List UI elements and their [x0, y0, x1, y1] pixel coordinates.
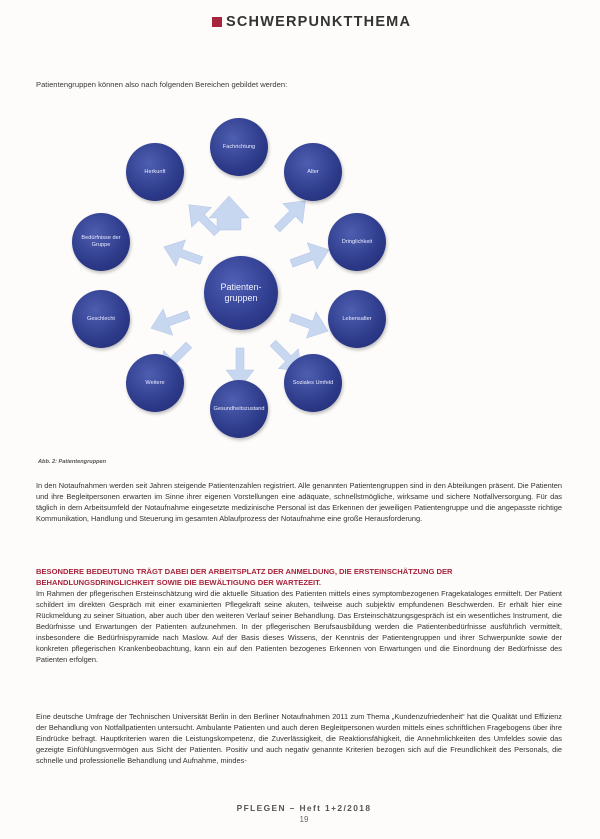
page-number: 19: [299, 815, 309, 824]
section-header: [212, 14, 411, 30]
body-paragraph: Eine deutsche Umfrage der Technischen Universität Berlin in den Berliner Notaufnahmen 2011 zum Thema „Kundenzufriedenheit“ hat die Qualität und Effizienz der Behandlung von Notfallpatienten untersucht. Ambulante Patienten und auch deren Begleitpersonen wurden mittels eines schriftlichen Fragebogens über ihre Eindrücke befragt. Hauptkriterien waren die Leistungskompetenz, die Zuverlässigkeit, die Reaktionsfähigkeit, die Annehmlichkeiten des Umfeldes sowie das gezeigte Einfühlungsvermögen aus Sicht der Patienten. Positiv und auch negativ genannte Kriterien bezogen sich auf die Freundlichkeit des Personals, die schnelle und professionelle Behandlung und Aufnahme, mindes-: [36, 712, 562, 765]
arrow-right-upper-icon: [287, 237, 334, 277]
header-square-icon: [212, 17, 222, 27]
diagram-node: Lebensalter: [328, 290, 386, 348]
intro-text: Patientengruppen können also nach folgenden Bereichen gebildet werden:: [36, 80, 288, 89]
diagram-node: Geschlecht: [72, 290, 130, 348]
diagram-node: Herkunft: [126, 143, 184, 201]
body-paragraph: In den Notaufnahmen werden seit Jahren steigende Patientenzahlen registriert. Alle genannten Patientengruppen sind in den Abteilungen präsent. Die Patienten und ihre Begleitpersonen erwarten im Sinne ihrer eigenen Vorstellungen eine adäquate, schnellstmögliche, wirksame und sichere Notfallversorgung. Für das täglich in dem Arbeitsumfeld der Notaufnahme eingesetzte medizinische Personal ist das Erkennen der jeweiligen Patientengruppe und die angepasste richtige Kommunikation, Handlung und Steuerung im gesamten Ablaufprozess der Notaufnahme eine große Herausforderung.: [36, 481, 562, 523]
body-paragraph: Im Rahmen der pflegerischen Ersteinschätzung wird die aktuelle Situation des Patienten mittels eines symptombezogenen Fragekataloges ermittelt. Der Patient schildert im direkten Gespräch mit einer examinierten Pflegekraft seine akuten, teilweise auch subjektiv empfundenen Beschwerden. Er erhält hier eine Rückmeldung zu seiner Situation, aber auch über den weiteren Verlauf seiner Behandlung. Das Ersteinschätzungsgespräch ist ein wesentliches Instrument, die Bedürfnisse und Erwartungen der Patienten aufzunehmen. In der pflegerischen Berufsausbildung werden die Patientenbedürfnisse ausführlich vermittelt, insbesondere die Bedürfnispyramide nach Maslow. Auf der Basis dieses Wissens, der Kenntnis der Patientengruppen und ihrer Schwerpunkte sowie der konkreten pflegerischen Krankenbeobachtung, kann ein auf den Patienten bezogenes Erkennen von Erwartungen und die Einordnung der Bedürfnisse des Patienten erfolgen.: [36, 589, 562, 664]
diagram-node: Fachrichtung: [210, 118, 268, 176]
patient-groups-diagram: [60, 112, 400, 452]
section-title: SCHWERPUNKTTHEMA: [226, 14, 412, 30]
arrow-right-lower-icon: [286, 304, 333, 344]
arrow-left-lower-icon: [146, 301, 193, 341]
diagram-node: Alter: [284, 143, 342, 201]
diagram-node: Weitere: [126, 354, 184, 412]
journal-footer: PFLEGEN – Heft 1+2/2018: [236, 803, 372, 813]
diagram-node: Bedürfnisse der Gruppe: [72, 213, 130, 271]
section-heading: BESONDERE BEDEUTUNG TRÄGT DABEI DER ARBEITSPLATZ DER ANMELDUNG, DIE ERSTEINSCHÄTZUNG DER BEHANDLUNGSDRINGLICHKEIT SOWIE DIE BEWÄLTIGUNG DER WARTEZEIT.: [36, 567, 453, 587]
arrow-left-upper-icon: [159, 234, 206, 274]
diagram-node: Dringlichkeit: [328, 213, 386, 271]
diagram-node: Soziales Umfeld: [284, 354, 342, 412]
figure-caption: Abb. 2: Patientengruppen: [38, 459, 107, 465]
diagram-center-node: Patienten-gruppen: [204, 256, 278, 330]
diagram-node: Gesundheitszustand: [210, 380, 268, 438]
